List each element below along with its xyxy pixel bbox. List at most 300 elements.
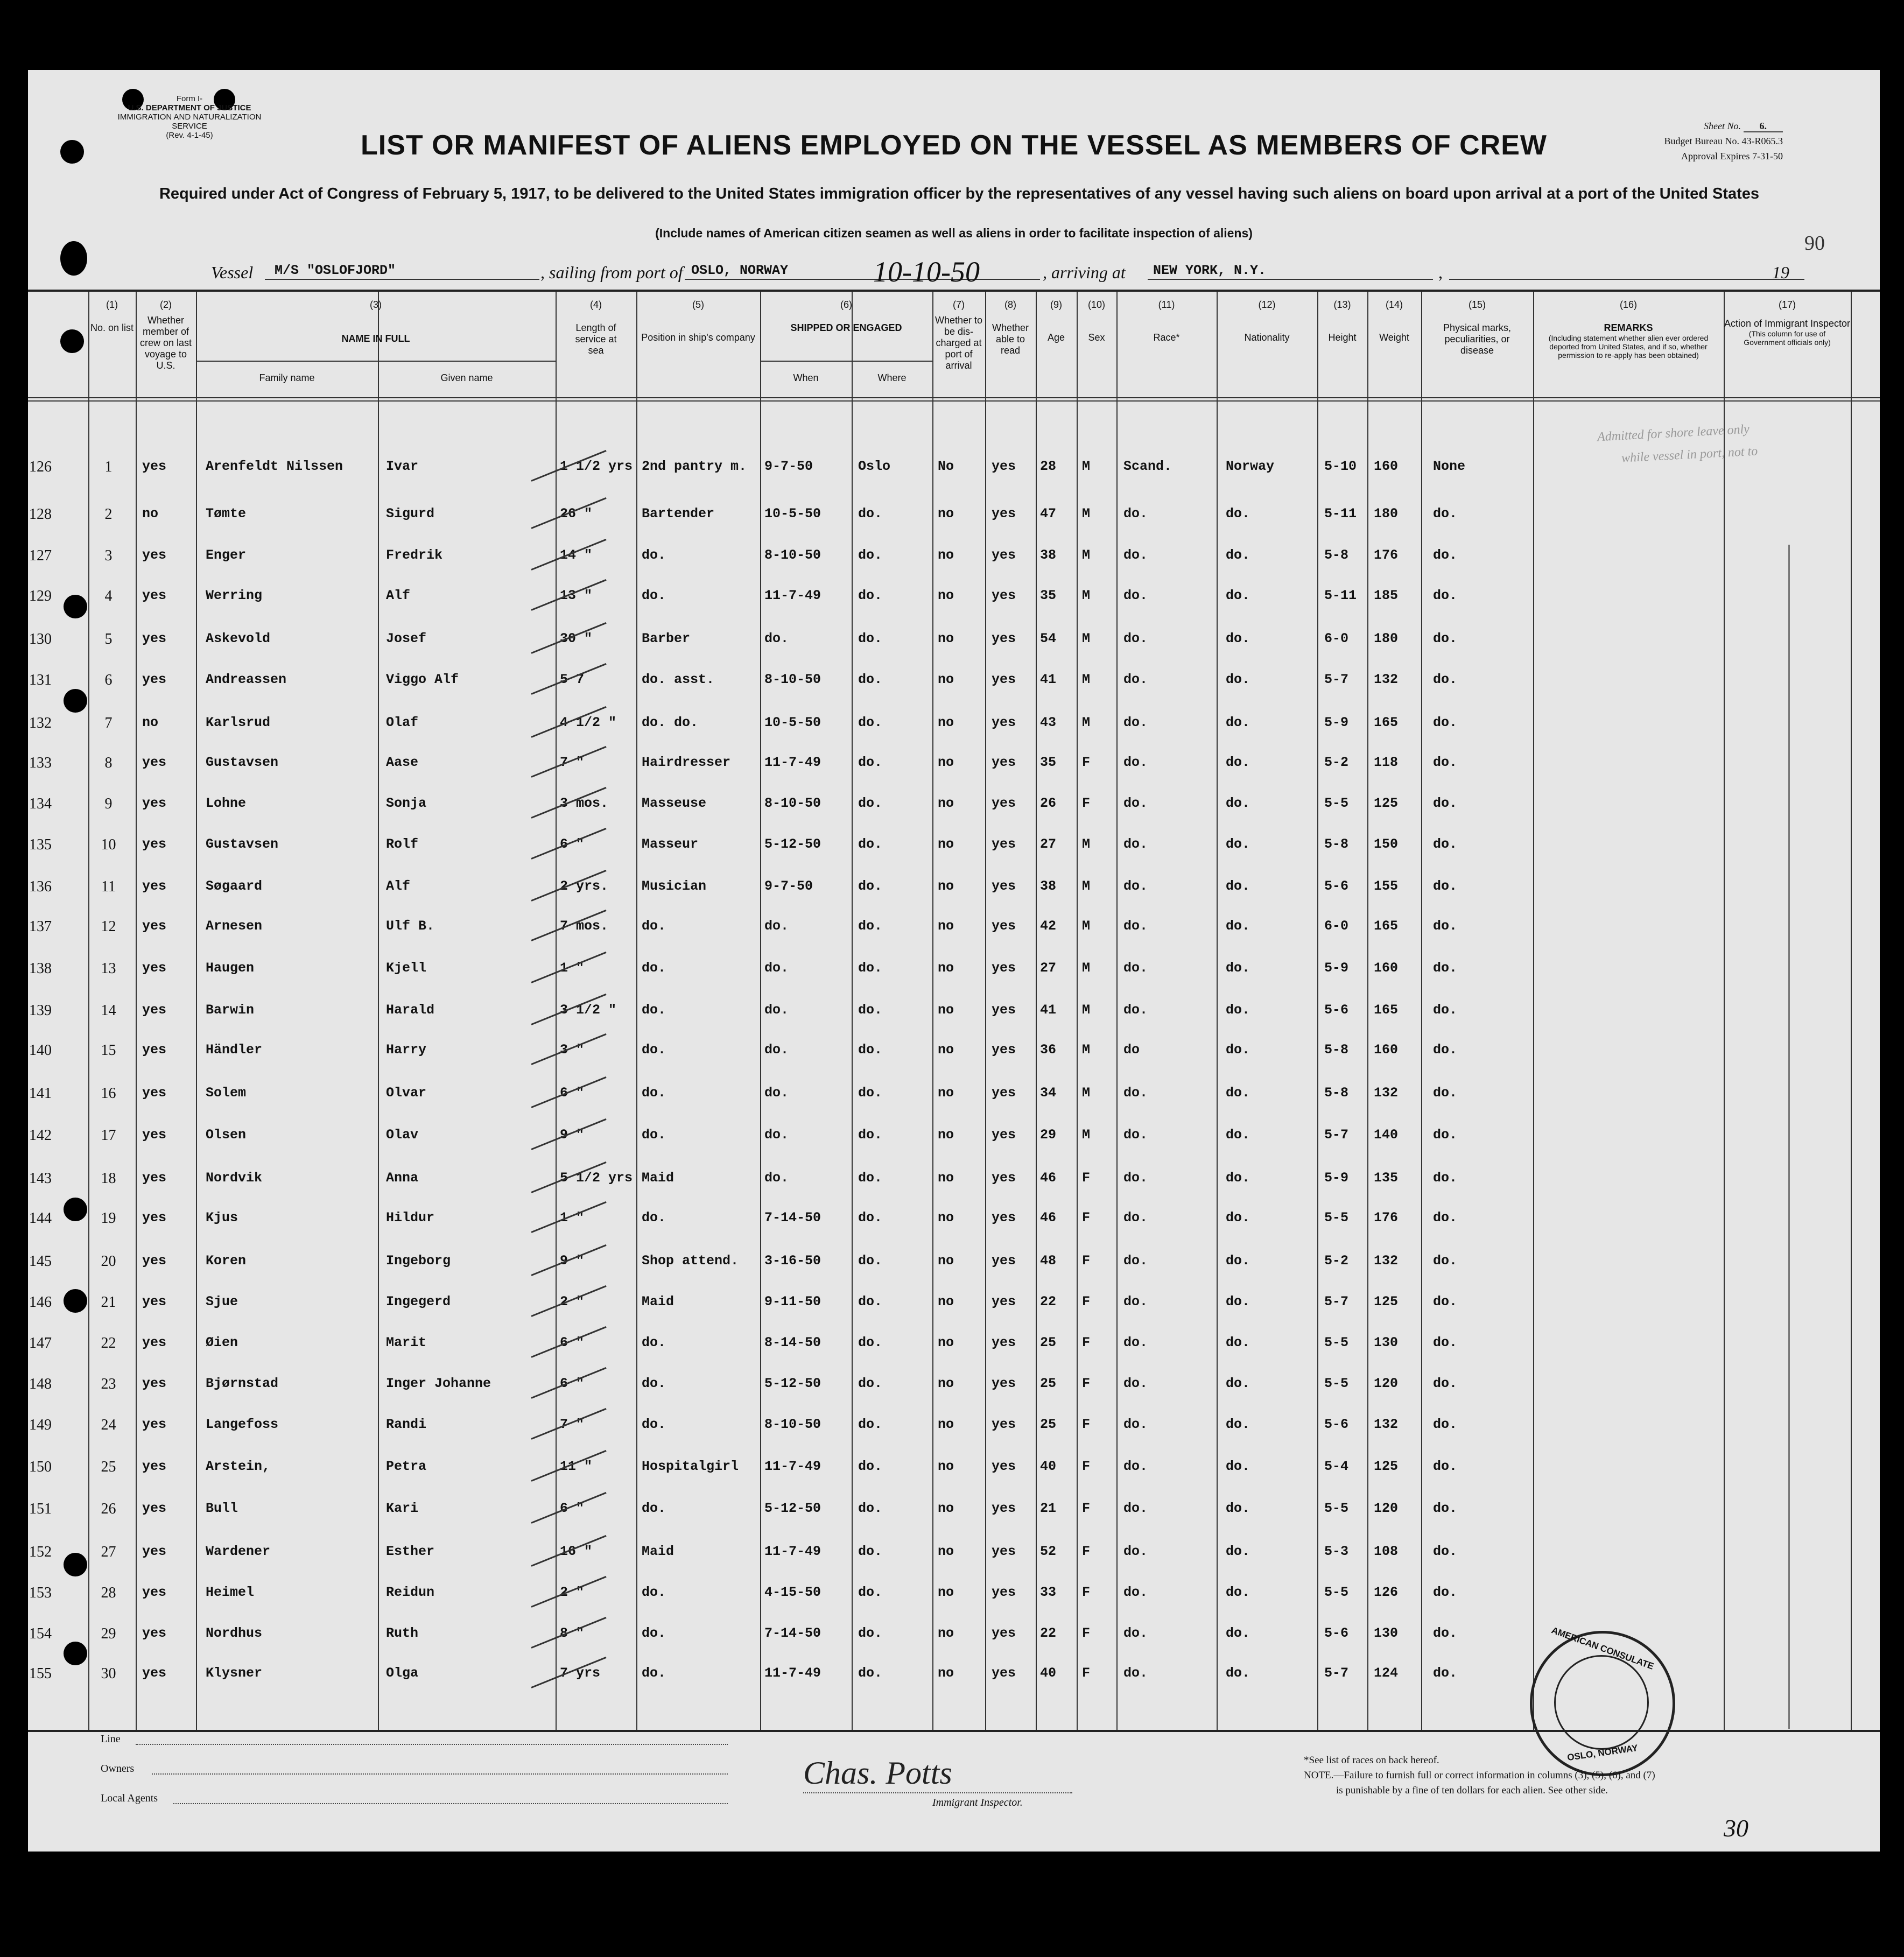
cell-discharge: no <box>938 1459 954 1474</box>
cell-where: do. <box>858 1665 883 1681</box>
cell-discharge: no <box>938 1042 954 1058</box>
cell-weight: 140 <box>1374 1127 1399 1143</box>
cell-position: do. do. <box>642 715 699 730</box>
line-label: Line <box>101 1733 121 1745</box>
cell-crew: yes <box>142 588 167 603</box>
crew-manifest-table <box>28 290 1880 1732</box>
cell-position: do. <box>642 1127 666 1143</box>
cell-discharge: no <box>938 631 954 646</box>
cell-race: do. <box>1123 1335 1148 1350</box>
cell-when: do. <box>764 631 789 646</box>
cell-weight: 155 <box>1374 878 1399 894</box>
cell-given: Josef <box>386 631 427 646</box>
cell-height: 5-8 <box>1324 547 1349 563</box>
cell-height: 5-5 <box>1324 796 1349 811</box>
cell-nationality: do. <box>1226 588 1250 603</box>
cell-nationality: do. <box>1226 1585 1250 1600</box>
col-4-header: (4) Length of service at sea <box>575 299 617 356</box>
check-mark-stroke <box>531 1244 606 1276</box>
cell-where: do. <box>858 796 883 811</box>
cell-service: 30 " <box>560 631 593 646</box>
cell-nationality: do. <box>1226 1544 1250 1559</box>
cell-read: yes <box>992 588 1016 603</box>
cell-read: yes <box>992 1253 1016 1269</box>
cell-discharge: no <box>938 1002 954 1018</box>
cell-nationality: do. <box>1226 1002 1250 1018</box>
cell-when: 8-10-50 <box>764 796 821 811</box>
cell-discharge: no <box>938 1501 954 1516</box>
cell-sex: F <box>1082 1294 1091 1310</box>
cell-service: 2 yrs. <box>560 878 609 894</box>
cell-read: yes <box>992 1376 1016 1391</box>
cell-read: yes <box>992 1665 1016 1681</box>
cell-age: 26 <box>1040 796 1057 811</box>
cell-discharge: no <box>938 1335 954 1350</box>
cell-sex: M <box>1082 588 1091 603</box>
cell-service: 26 " <box>560 506 593 522</box>
cell-read: yes <box>992 1085 1016 1101</box>
cell-where: do. <box>858 1210 883 1226</box>
revision: (Rev. 4-1-45) <box>166 131 213 140</box>
table-row <box>28 1170 1880 1192</box>
cell-when: 11-7-49 <box>764 755 821 770</box>
budget-bureau: Budget Bureau No. 43-R065.3 <box>1664 136 1783 146</box>
cell-read: yes <box>992 1170 1016 1186</box>
col-5-header: (5) Position in ship's company <box>641 299 755 343</box>
cell-race: Scand. <box>1123 459 1172 474</box>
cell-marks: do. <box>1433 918 1458 934</box>
cell-when: 8-10-50 <box>764 547 821 563</box>
cell-race: do. <box>1123 1585 1148 1600</box>
table-row <box>28 588 1880 609</box>
cell-given: Olvar <box>386 1085 427 1101</box>
cell-discharge: no <box>938 878 954 894</box>
check-mark-stroke <box>531 1076 606 1108</box>
cell-no: 12 <box>101 918 116 935</box>
cell-when: 11-7-49 <box>764 588 821 603</box>
cell-given: Rolf <box>386 836 419 852</box>
departure-port: OSLO, NORWAY <box>691 263 789 278</box>
cell-given: Ivar <box>386 459 419 474</box>
cell-read: yes <box>992 547 1016 563</box>
cell-weight: 180 <box>1374 506 1399 522</box>
cell-marks: do. <box>1433 1625 1458 1641</box>
cell-family: Gustavsen <box>206 755 279 770</box>
cell-no: 16 <box>101 1085 116 1102</box>
cell-given: Olav <box>386 1127 419 1143</box>
table-row <box>28 547 1880 569</box>
cell-race: do. <box>1123 1665 1148 1681</box>
cell-when: 11-7-49 <box>764 1544 821 1559</box>
cell-position: do. <box>642 588 666 603</box>
cell-when: 9-7-50 <box>764 878 813 894</box>
cell-margin: 130 <box>29 631 52 647</box>
cell-given: Harry <box>386 1042 427 1058</box>
cell-race: do. <box>1123 960 1148 976</box>
cell-where: do. <box>858 1127 883 1143</box>
cell-read: yes <box>992 1625 1016 1641</box>
cell-race: do. <box>1123 672 1148 687</box>
cell-margin: 141 <box>29 1085 52 1102</box>
cell-marks: do. <box>1433 836 1458 852</box>
cell-race: do. <box>1123 1253 1148 1269</box>
cell-age: 40 <box>1040 1665 1057 1681</box>
cell-margin: 143 <box>29 1170 52 1187</box>
cell-no: 8 <box>104 755 113 771</box>
cell-marks: do. <box>1433 672 1458 687</box>
cell-age: 33 <box>1040 1585 1057 1600</box>
cell-no: 29 <box>101 1625 116 1642</box>
remarks-pencil-line-2: while vessel in port, not to <box>1621 444 1758 466</box>
cell-crew: yes <box>142 547 167 563</box>
cell-margin: 153 <box>29 1585 52 1601</box>
cell-position: do. <box>642 1501 666 1516</box>
col-16-header: (16) REMARKS (Including statement whether alien ever ordered deported from United States, and if so, whether permission to re-apply has been obtained) <box>1548 299 1709 360</box>
cell-nationality: do. <box>1226 506 1250 522</box>
cell-height: 5-5 <box>1324 1501 1349 1516</box>
cell-crew: yes <box>142 1376 167 1391</box>
check-mark-stroke <box>531 622 606 654</box>
col-7-header: (7) Whether to be dis-charged at port of arrival <box>935 299 983 371</box>
cell-race: do. <box>1123 1625 1148 1641</box>
table-row <box>28 1085 1880 1107</box>
cell-margin: 152 <box>29 1544 52 1560</box>
cell-read: yes <box>992 1127 1016 1143</box>
cell-age: 48 <box>1040 1253 1057 1269</box>
cell-discharge: no <box>938 1665 954 1681</box>
cell-nationality: do. <box>1226 796 1250 811</box>
check-mark-stroke <box>531 579 606 611</box>
cell-read: yes <box>992 1042 1016 1058</box>
cell-when: 11-7-49 <box>764 1665 821 1681</box>
cell-when: do. <box>764 1085 789 1101</box>
cell-marks: do. <box>1433 1170 1458 1186</box>
cell-nationality: do. <box>1226 1417 1250 1432</box>
cell-weight: 130 <box>1374 1335 1399 1350</box>
cell-weight: 132 <box>1374 672 1399 687</box>
cell-no: 6 <box>104 672 113 688</box>
cell-crew: yes <box>142 878 167 894</box>
cell-age: 46 <box>1040 1210 1057 1226</box>
cell-position: do. <box>642 1042 666 1058</box>
cell-when: 9-7-50 <box>764 459 813 474</box>
races-note: *See list of races on back hereof. <box>1304 1755 1439 1766</box>
cell-marks: do. <box>1433 1417 1458 1432</box>
cell-when: do. <box>764 1002 789 1018</box>
cell-nationality: do. <box>1226 1459 1250 1474</box>
arrival-port: NEW YORK, N.Y. <box>1153 263 1267 278</box>
cell-weight: 124 <box>1374 1665 1399 1681</box>
cell-service: 6 " <box>560 1335 585 1350</box>
cell-family: Kjus <box>206 1210 238 1226</box>
cell-when: do. <box>764 1170 789 1186</box>
cell-position: do. <box>642 547 666 563</box>
cell-marks: do. <box>1433 1210 1458 1226</box>
cell-sex: M <box>1082 1127 1091 1143</box>
cell-where: do. <box>858 1335 883 1350</box>
col-8-header: (8) Whether able to read <box>992 299 1029 356</box>
cell-race: do. <box>1123 631 1148 646</box>
cell-when: 9-11-50 <box>764 1294 821 1310</box>
cell-nationality: do. <box>1226 1335 1250 1350</box>
cell-read: yes <box>992 672 1016 687</box>
cell-weight: 185 <box>1374 588 1399 603</box>
cell-service: 7 " <box>560 755 585 770</box>
cell-margin: 150 <box>29 1459 52 1475</box>
cell-given: Kari <box>386 1501 419 1516</box>
cell-sex: F <box>1082 1625 1091 1641</box>
cell-margin: 131 <box>29 672 52 688</box>
cell-weight: 135 <box>1374 1170 1399 1186</box>
cell-nationality: do. <box>1226 1665 1250 1681</box>
inspector-signature: Chas. Potts <box>803 1755 952 1791</box>
table-row <box>28 459 1880 480</box>
cell-where: do. <box>858 506 883 522</box>
cell-race: do. <box>1123 588 1148 603</box>
cell-margin: 147 <box>29 1335 52 1351</box>
departure-date-handwritten: 10-10-50 <box>873 256 980 288</box>
cell-given: Sonja <box>386 796 427 811</box>
cell-where: do. <box>858 1376 883 1391</box>
cell-crew: yes <box>142 1544 167 1559</box>
cell-family: Koren <box>206 1253 247 1269</box>
cell-crew: yes <box>142 1501 167 1516</box>
cell-crew: yes <box>142 1665 167 1681</box>
owners-label: Owners <box>101 1763 135 1775</box>
cell-where: do. <box>858 918 883 934</box>
check-mark-stroke <box>531 1285 606 1317</box>
table-row <box>28 1335 1880 1356</box>
cell-height: 5-8 <box>1324 1042 1349 1058</box>
col-10-header: (10) Sex <box>1087 299 1105 343</box>
cell-service: 9 " <box>560 1127 585 1143</box>
cell-when: do. <box>764 1042 789 1058</box>
cell-discharge: no <box>938 1253 954 1269</box>
cell-height: 5-9 <box>1324 1170 1349 1186</box>
check-mark-stroke <box>531 1576 606 1608</box>
cell-service: 6 " <box>560 1085 585 1101</box>
cell-position: Musician <box>642 878 707 894</box>
cell-family: Askevold <box>206 631 271 646</box>
cell-family: Tømte <box>206 506 247 522</box>
cell-service: 3 " <box>560 1042 585 1058</box>
cell-marks: None <box>1433 459 1466 474</box>
cell-where: do. <box>858 1085 883 1101</box>
corner-number: 90 <box>1804 232 1825 255</box>
cell-discharge: no <box>938 1417 954 1432</box>
cell-discharge: no <box>938 672 954 687</box>
cell-weight: 132 <box>1374 1253 1399 1269</box>
cell-when: 7-14-50 <box>764 1210 821 1226</box>
cell-height: 5-7 <box>1324 1127 1349 1143</box>
cell-margin: 148 <box>29 1376 52 1392</box>
cell-given: Hildur <box>386 1210 435 1226</box>
cell-family: Nordvik <box>206 1170 263 1186</box>
cell-race: do. <box>1123 755 1148 770</box>
cell-read: yes <box>992 1002 1016 1018</box>
punch-hole <box>60 241 87 276</box>
cell-given: Alf <box>386 878 411 894</box>
arriving-label: , arriving at <box>1043 263 1126 282</box>
cell-where: do. <box>858 631 883 646</box>
cell-service: 7 " <box>560 1417 585 1432</box>
cell-margin: 144 <box>29 1210 52 1227</box>
cell-service: 6 " <box>560 1376 585 1391</box>
cell-service: 8 " <box>560 1625 585 1641</box>
cell-no: 3 <box>104 547 113 564</box>
col-15-header: (15) Physical marks, peculiarities, or disease <box>1443 299 1512 356</box>
cell-sex: F <box>1082 1585 1091 1600</box>
cell-age: 38 <box>1040 878 1057 894</box>
cell-sex: M <box>1082 506 1091 522</box>
cell-where: Oslo <box>858 459 891 474</box>
cell-no: 1 <box>104 459 113 475</box>
cell-weight: 150 <box>1374 836 1399 852</box>
col-9-header: (9) Age <box>1047 299 1065 343</box>
cell-no: 30 <box>101 1665 116 1682</box>
cell-sex: F <box>1082 1335 1091 1350</box>
cell-no: 13 <box>101 960 116 977</box>
cell-crew: yes <box>142 918 167 934</box>
cell-service: 6 " <box>560 836 585 852</box>
cell-sex: M <box>1082 1002 1091 1018</box>
cell-margin: 132 <box>29 715 52 731</box>
cell-weight: 126 <box>1374 1585 1399 1600</box>
cell-where: do. <box>858 588 883 603</box>
cell-read: yes <box>992 1585 1016 1600</box>
cell-family: Arenfeldt Nilssen <box>206 459 343 474</box>
cell-age: 35 <box>1040 755 1057 770</box>
cell-where: do. <box>858 1417 883 1432</box>
cell-service: 2 " <box>560 1585 585 1600</box>
cell-age: 25 <box>1040 1417 1057 1432</box>
cell-marks: do. <box>1433 1585 1458 1600</box>
stamp-bottom-text: OSLO, NORWAY <box>1566 1742 1639 1763</box>
cell-where: do. <box>858 1501 883 1516</box>
cell-height: 5-2 <box>1324 755 1349 770</box>
cell-service: 3 mos. <box>560 796 609 811</box>
cell-race: do. <box>1123 1170 1148 1186</box>
cell-no: 19 <box>101 1210 116 1227</box>
cell-margin: 128 <box>29 506 52 523</box>
cell-discharge: no <box>938 1544 954 1559</box>
cell-crew: yes <box>142 1042 167 1058</box>
cell-family: Heimel <box>206 1585 255 1600</box>
cell-given: Ingeborg <box>386 1253 451 1269</box>
check-mark-stroke <box>531 952 606 983</box>
cell-sex: M <box>1082 836 1091 852</box>
cell-read: yes <box>992 796 1016 811</box>
cell-weight: 125 <box>1374 1294 1399 1310</box>
cell-nationality: do. <box>1226 715 1250 730</box>
cell-service: 16 " <box>560 1544 593 1559</box>
cell-read: yes <box>992 1417 1016 1432</box>
cell-weight: 180 <box>1374 631 1399 646</box>
cell-weight: 160 <box>1374 459 1399 474</box>
cell-marks: do. <box>1433 547 1458 563</box>
cell-marks: do. <box>1433 1544 1458 1559</box>
cell-margin: 140 <box>29 1042 52 1059</box>
cell-crew: yes <box>142 1335 167 1350</box>
when-header: When <box>793 372 819 383</box>
check-mark-stroke <box>531 1450 606 1482</box>
cell-margin: 133 <box>29 755 52 771</box>
cell-age: 29 <box>1040 1127 1057 1143</box>
cell-marks: do. <box>1433 1376 1458 1391</box>
cell-given: Randi <box>386 1417 427 1432</box>
cell-sex: F <box>1082 1210 1091 1226</box>
cell-where: do. <box>858 755 883 770</box>
cell-discharge: no <box>938 1625 954 1641</box>
cell-height: 5-6 <box>1324 1417 1349 1432</box>
cell-age: 41 <box>1040 1002 1057 1018</box>
cell-where: do. <box>858 878 883 894</box>
cell-nationality: do. <box>1226 878 1250 894</box>
given-name-header: Given name <box>440 372 493 383</box>
cell-position: do. <box>642 1625 666 1641</box>
cell-margin: 139 <box>29 1002 52 1019</box>
cell-height: 5-5 <box>1324 1376 1349 1391</box>
cell-position: Hairdresser <box>642 755 731 770</box>
cell-race: do. <box>1123 1085 1148 1101</box>
page-title: LIST OR MANIFEST OF ALIENS EMPLOYED ON THE VESSEL AS MEMBERS OF CREW <box>361 130 1547 161</box>
table-row <box>28 1585 1880 1606</box>
cell-no: 15 <box>101 1042 116 1059</box>
cell-marks: do. <box>1433 1501 1458 1516</box>
cell-marks: do. <box>1433 588 1458 603</box>
check-mark-stroke <box>531 1326 606 1358</box>
cell-margin: 134 <box>29 796 52 812</box>
cell-marks: do. <box>1433 715 1458 730</box>
remarks-pencil-line-1: Admitted for shore leave only <box>1597 422 1750 445</box>
cell-margin: 155 <box>29 1665 52 1682</box>
cell-age: 47 <box>1040 506 1057 522</box>
table-row <box>28 960 1880 982</box>
cell-family: Bjørnstad <box>206 1376 279 1391</box>
cell-when: 8-10-50 <box>764 1417 821 1432</box>
cell-given: Alf <box>386 588 411 603</box>
cell-service: 9 " <box>560 1253 585 1269</box>
cell-no: 18 <box>101 1170 116 1187</box>
cell-marks: do. <box>1433 1665 1458 1681</box>
check-mark-stroke <box>531 1118 606 1150</box>
cell-marks: do. <box>1433 1459 1458 1474</box>
cell-nationality: do. <box>1226 1294 1250 1310</box>
cell-margin: 136 <box>29 878 52 895</box>
cell-nationality: Norway <box>1226 459 1275 474</box>
cell-position: Maid <box>642 1170 675 1186</box>
inspector-label: Immigrant Inspector. <box>932 1797 1023 1808</box>
col-13-header: (13) Height <box>1328 299 1357 343</box>
cell-height: 5-7 <box>1324 1294 1349 1310</box>
cell-height: 5-8 <box>1324 1085 1349 1101</box>
cell-family: Klysner <box>206 1665 263 1681</box>
cell-crew: yes <box>142 1210 167 1226</box>
cell-crew: yes <box>142 672 167 687</box>
cell-age: 21 <box>1040 1501 1057 1516</box>
cell-when: do. <box>764 918 789 934</box>
table-row <box>28 506 1880 527</box>
cell-where: do. <box>858 1170 883 1186</box>
cell-service: 1 " <box>560 960 585 976</box>
cell-nationality: do. <box>1226 631 1250 646</box>
cell-crew: no <box>142 715 159 730</box>
check-mark-stroke <box>531 1617 606 1649</box>
cell-race: do. <box>1123 1544 1148 1559</box>
table-row <box>28 1002 1880 1024</box>
cell-race: do. <box>1123 1002 1148 1018</box>
cell-position: do. <box>642 1335 666 1350</box>
